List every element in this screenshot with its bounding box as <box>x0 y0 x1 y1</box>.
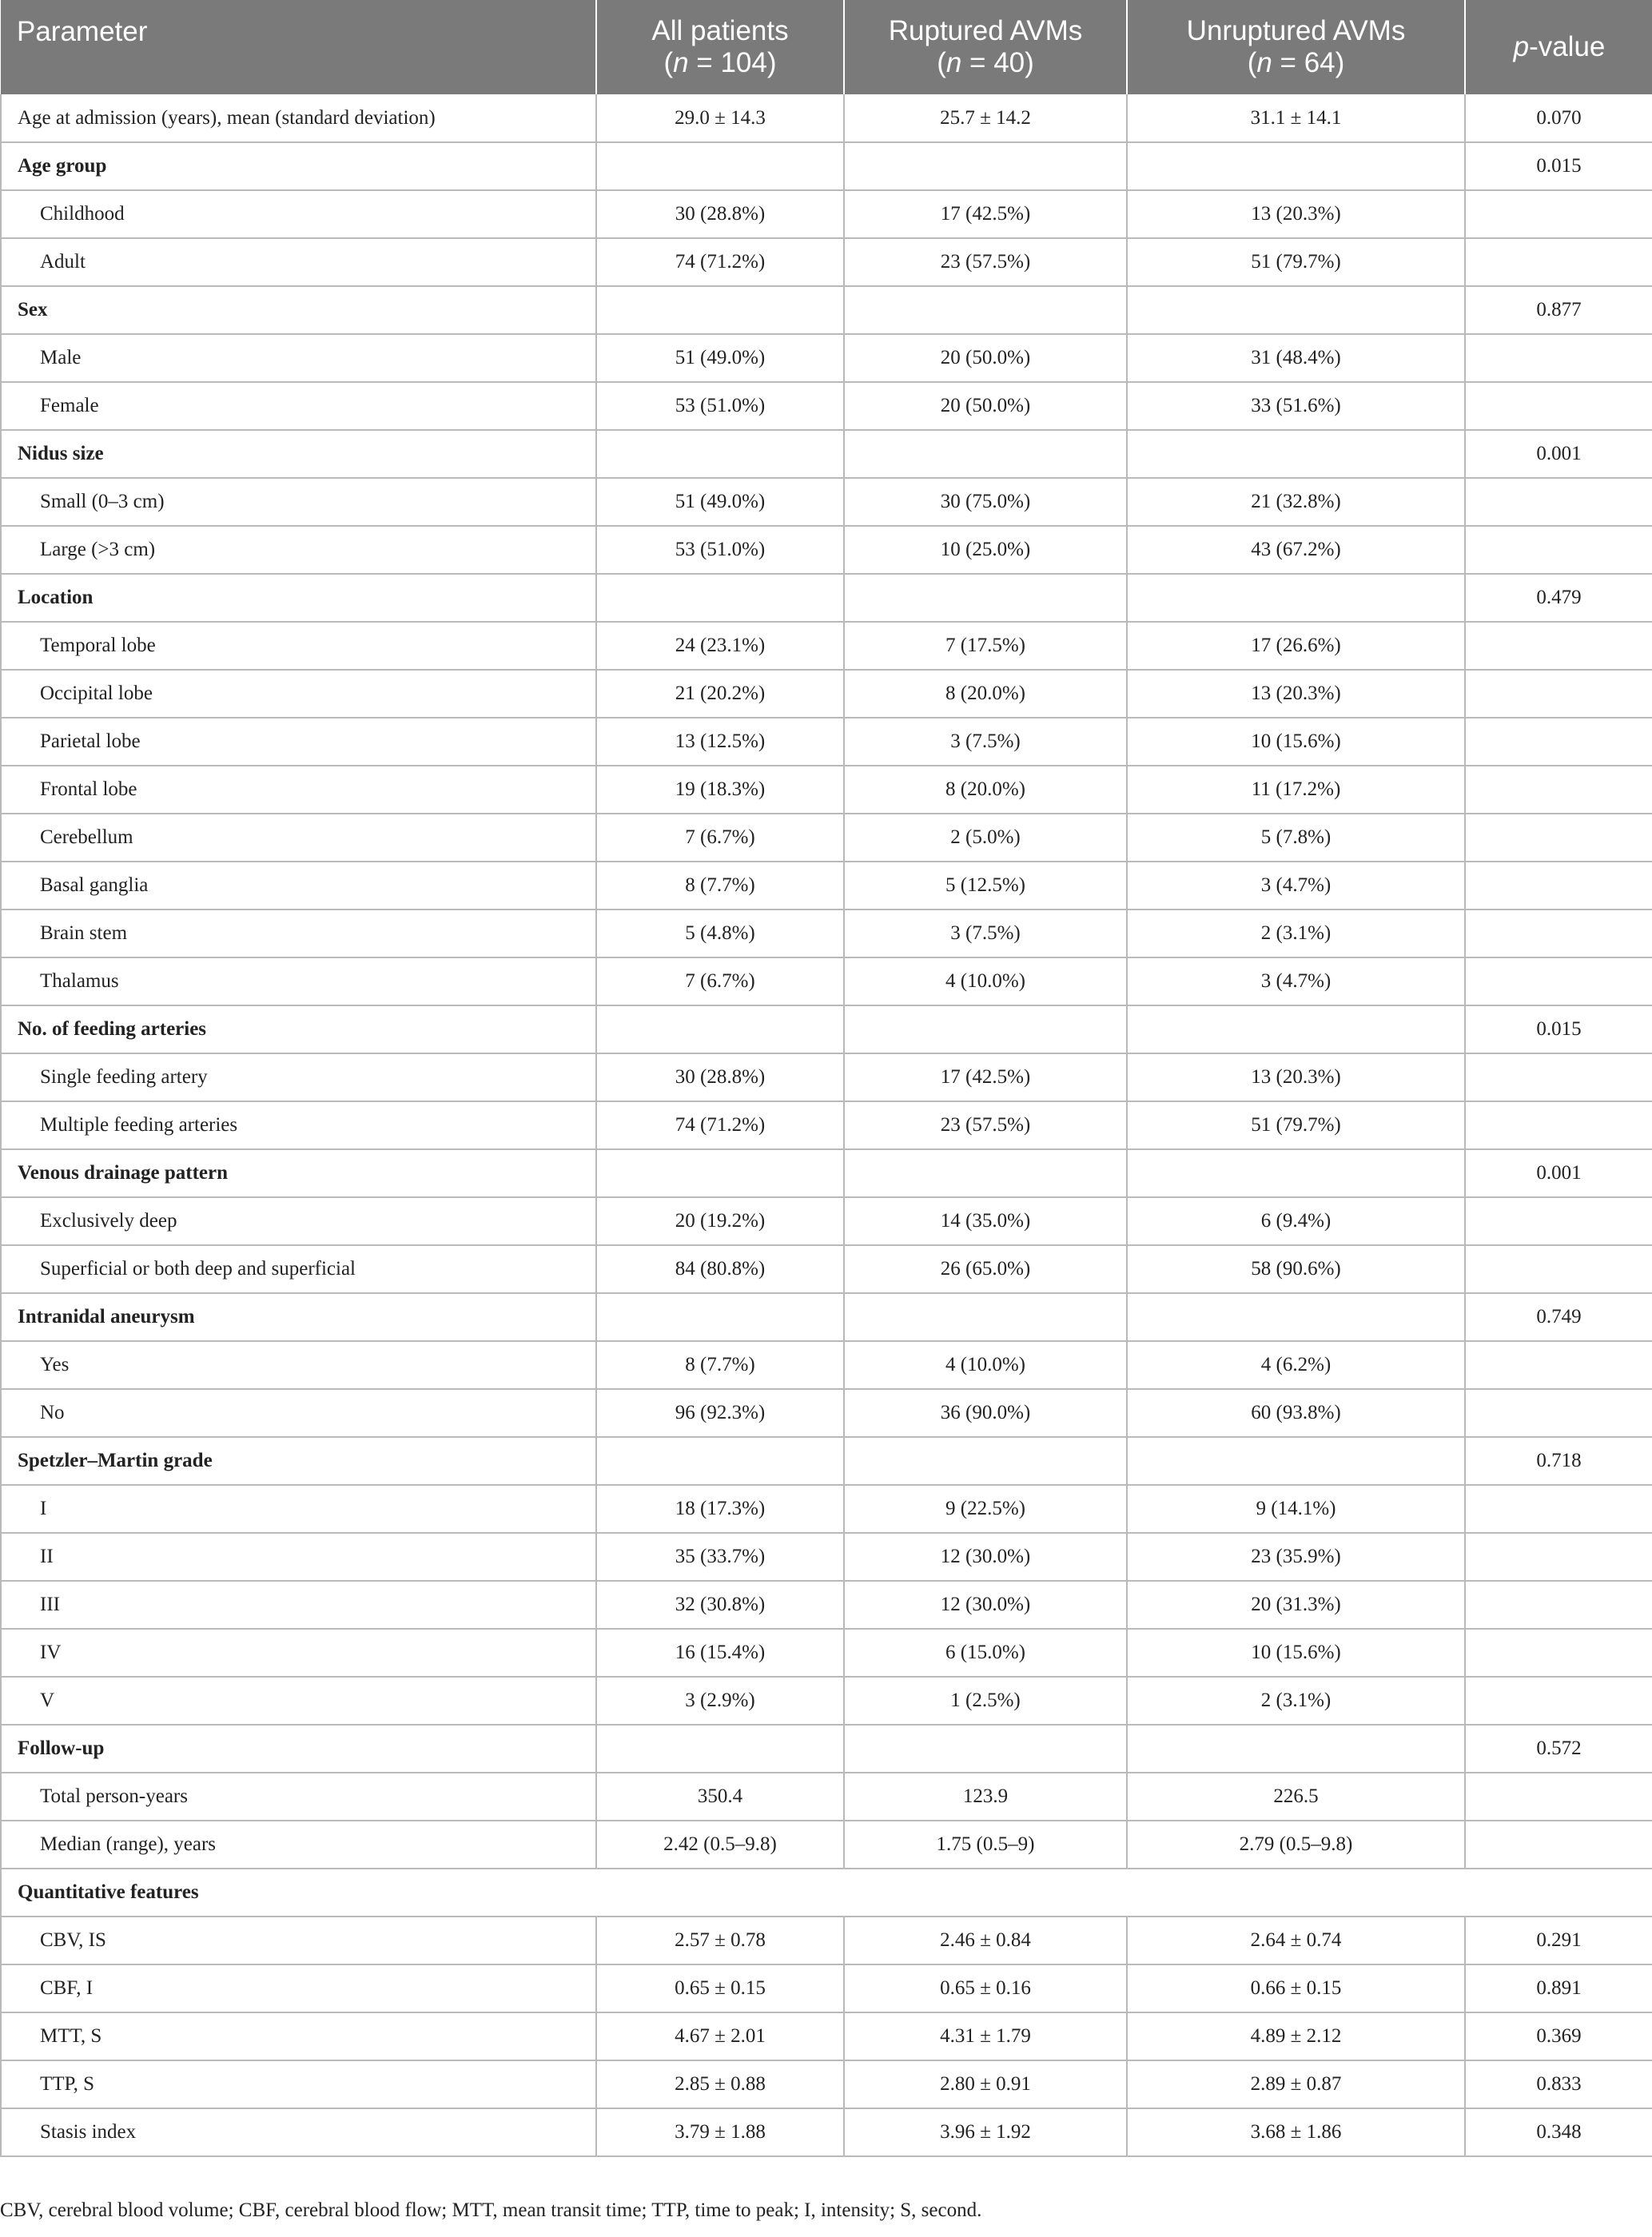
cell-all-patients: 2.57 ± 0.78 <box>596 1917 844 1964</box>
header-parameter-label: Parameter <box>17 16 148 47</box>
cell-all-patients: 51 (49.0%) <box>596 478 844 526</box>
cell-p-value <box>1465 814 1652 862</box>
cell-ruptured: 26 (65.0%) <box>844 1245 1127 1293</box>
cell-all-patients: 74 (71.2%) <box>596 238 844 286</box>
table-row <box>1 1677 1652 1725</box>
row-label: Total person-years <box>1 1773 596 1821</box>
row-label: Male <box>1 334 596 382</box>
cell-p-value <box>1465 1389 1652 1437</box>
cell-unruptured: 226.5 <box>1127 1773 1465 1821</box>
header-unruptured-n <box>1128 47 1464 79</box>
cell-ruptured: 12 (30.0%) <box>844 1533 1127 1581</box>
table-row <box>1 1533 1652 1581</box>
cell-ruptured: 2 (5.0%) <box>844 814 1127 862</box>
table-section-row <box>1 1005 1652 1053</box>
header-unruptured-n-symbol: n <box>1256 47 1272 78</box>
row-label: Temporal lobe <box>1 622 596 670</box>
cell-ruptured: 7 (17.5%) <box>844 622 1127 670</box>
header-all-n-symbol: n <box>673 47 689 78</box>
row-label: CBF, I <box>1 1964 596 2012</box>
row-label: Age at admission (years), mean (standard deviation) <box>1 94 596 142</box>
table-section-row <box>1 1149 1652 1197</box>
cell-unruptured: 3 (4.7%) <box>1127 862 1465 910</box>
cell-unruptured <box>1127 142 1465 190</box>
cell-ruptured <box>844 430 1127 478</box>
cell-p-value: 0.572 <box>1465 1725 1652 1773</box>
row-label: Venous drainage pattern <box>1 1149 596 1197</box>
header-p-value <box>1465 0 1652 94</box>
cell-p-value <box>1465 862 1652 910</box>
cell-ruptured: 20 (50.0%) <box>844 334 1127 382</box>
row-label: Yes <box>1 1341 596 1389</box>
cell-p-value <box>1465 1341 1652 1389</box>
cell-ruptured: 8 (20.0%) <box>844 670 1127 718</box>
cell-all-patients <box>596 1437 844 1485</box>
cell-p-value: 0.070 <box>1465 94 1652 142</box>
row-label: Spetzler–Martin grade <box>1 1437 596 1485</box>
cell-p-value: 0.833 <box>1465 2060 1652 2108</box>
row-label: Location <box>1 574 596 622</box>
cell-unruptured: 11 (17.2%) <box>1127 766 1465 814</box>
cell-unruptured: 13 (20.3%) <box>1127 670 1465 718</box>
row-label: I <box>1 1485 596 1533</box>
cell-ruptured: 12 (30.0%) <box>844 1581 1127 1629</box>
cell-all-patients: 2.85 ± 0.88 <box>596 2060 844 2108</box>
table-row <box>1 190 1652 238</box>
cell-p-value <box>1465 622 1652 670</box>
cell-all-patients: 3.79 ± 1.88 <box>596 2108 844 2156</box>
header-ruptured-n <box>845 47 1126 79</box>
cell-unruptured: 4.89 ± 2.12 <box>1127 2012 1465 2060</box>
cell-ruptured: 5 (12.5%) <box>844 862 1127 910</box>
cell-p-value <box>1465 718 1652 766</box>
cell-unruptured: 31.1 ± 14.1 <box>1127 94 1465 142</box>
cell-p-value: 0.891 <box>1465 1964 1652 2012</box>
cell-all-patients: 20 (19.2%) <box>596 1197 844 1245</box>
row-label: Nidus size <box>1 430 596 478</box>
cell-ruptured: 10 (25.0%) <box>844 526 1127 574</box>
header-ruptured-n-suffix: = 40) <box>961 47 1034 78</box>
table-row <box>1 526 1652 574</box>
cell-all-patients: 53 (51.0%) <box>596 382 844 430</box>
cell-p-value <box>1465 334 1652 382</box>
table-section-row <box>1 430 1652 478</box>
cell-all-patients <box>596 574 844 622</box>
row-label: Large (>3 cm) <box>1 526 596 574</box>
table-row <box>1 1101 1652 1149</box>
cell-p-value <box>1465 1197 1652 1245</box>
header-ruptured <box>844 0 1127 94</box>
cell-p-value <box>1465 1053 1652 1101</box>
header-unruptured-n-suffix: = 64) <box>1272 47 1345 78</box>
cell-unruptured <box>1127 1437 1465 1485</box>
cell-unruptured: 3.68 ± 1.86 <box>1127 2108 1465 2156</box>
row-label: Childhood <box>1 190 596 238</box>
cell-unruptured <box>1127 1005 1465 1053</box>
row-label: Parietal lobe <box>1 718 596 766</box>
cell-all-patients: 84 (80.8%) <box>596 1245 844 1293</box>
cell-p-value: 0.001 <box>1465 1149 1652 1197</box>
row-label: TTP, S <box>1 2060 596 2108</box>
cell-unruptured: 2.79 (0.5–9.8) <box>1127 1821 1465 1869</box>
cell-p-value <box>1465 1485 1652 1533</box>
cell-unruptured: 9 (14.1%) <box>1127 1485 1465 1533</box>
row-label: Frontal lobe <box>1 766 596 814</box>
cell-ruptured <box>844 1005 1127 1053</box>
cell-ruptured <box>844 142 1127 190</box>
cell-p-value <box>1465 1245 1652 1293</box>
cell-ruptured: 4 (10.0%) <box>844 1341 1127 1389</box>
cell-all-patients: 24 (23.1%) <box>596 622 844 670</box>
cell-all-patients: 21 (20.2%) <box>596 670 844 718</box>
table-row <box>1 814 1652 862</box>
cell-p-value: 0.749 <box>1465 1293 1652 1341</box>
cell-unruptured: 31 (48.4%) <box>1127 334 1465 382</box>
row-label: Female <box>1 382 596 430</box>
cell-ruptured: 25.7 ± 14.2 <box>844 94 1127 142</box>
cell-all-patients: 13 (12.5%) <box>596 718 844 766</box>
table-section-row <box>1 1725 1652 1773</box>
cell-ruptured: 20 (50.0%) <box>844 382 1127 430</box>
cell-ruptured: 3 (7.5%) <box>844 718 1127 766</box>
table-header <box>1 0 1652 94</box>
table-row <box>1 1245 1652 1293</box>
table-section-row <box>1 1437 1652 1485</box>
cell-unruptured: 17 (26.6%) <box>1127 622 1465 670</box>
table-row <box>1 2012 1652 2060</box>
row-label: Exclusively deep <box>1 1197 596 1245</box>
cell-all-patients: 51 (49.0%) <box>596 334 844 382</box>
cell-all-patients: 350.4 <box>596 1773 844 1821</box>
cell-ruptured: 1.75 (0.5–9) <box>844 1821 1127 1869</box>
cell-ruptured: 8 (20.0%) <box>844 766 1127 814</box>
row-label: Occipital lobe <box>1 670 596 718</box>
cell-unruptured: 2 (3.1%) <box>1127 910 1465 957</box>
header-all-n <box>597 47 843 79</box>
cell-all-patients: 53 (51.0%) <box>596 526 844 574</box>
cell-p-value <box>1465 766 1652 814</box>
table-row <box>1 478 1652 526</box>
cell-ruptured: 123.9 <box>844 1773 1127 1821</box>
row-label: Thalamus <box>1 957 596 1005</box>
cell-p-value <box>1465 478 1652 526</box>
row-label: II <box>1 1533 596 1581</box>
header-ruptured-n-prefix: ( <box>937 47 946 78</box>
cell-p-value: 0.877 <box>1465 286 1652 334</box>
cell-all-patients: 0.65 ± 0.15 <box>596 1964 844 2012</box>
cell-ruptured: 4 (10.0%) <box>844 957 1127 1005</box>
cell-p-value <box>1465 957 1652 1005</box>
cell-ruptured: 2.80 ± 0.91 <box>844 2060 1127 2108</box>
row-label: No <box>1 1389 596 1437</box>
row-label: Quantitative features <box>1 1869 1652 1917</box>
cell-p-value <box>1465 1101 1652 1149</box>
cell-unruptured: 0.66 ± 0.15 <box>1127 1964 1465 2012</box>
cell-ruptured: 3.96 ± 1.92 <box>844 2108 1127 2156</box>
cell-ruptured: 0.65 ± 0.16 <box>844 1964 1127 2012</box>
row-label: Basal ganglia <box>1 862 596 910</box>
row-label: V <box>1 1677 596 1725</box>
cell-unruptured: 2 (3.1%) <box>1127 1677 1465 1725</box>
table-row <box>1 1053 1652 1101</box>
table-row <box>1 670 1652 718</box>
cell-ruptured: 30 (75.0%) <box>844 478 1127 526</box>
cell-all-patients: 4.67 ± 2.01 <box>596 2012 844 2060</box>
cell-unruptured: 23 (35.9%) <box>1127 1533 1465 1581</box>
row-label: Brain stem <box>1 910 596 957</box>
table-body <box>1 94 1652 2156</box>
cell-unruptured: 2.64 ± 0.74 <box>1127 1917 1465 1964</box>
cell-p-value: 0.015 <box>1465 142 1652 190</box>
cell-all-patients <box>596 430 844 478</box>
table-row <box>1 382 1652 430</box>
table-row <box>1 1197 1652 1245</box>
cell-p-value: 0.369 <box>1465 2012 1652 2060</box>
header-ruptured-label: Ruptured AVMs <box>888 15 1083 46</box>
cell-all-patients: 30 (28.8%) <box>596 190 844 238</box>
table-section-row <box>1 1869 1652 1917</box>
cell-unruptured: 51 (79.7%) <box>1127 1101 1465 1149</box>
table-row <box>1 334 1652 382</box>
row-label: CBV, IS <box>1 1917 596 1964</box>
cell-all-patients: 96 (92.3%) <box>596 1389 844 1437</box>
cell-all-patients: 2.42 (0.5–9.8) <box>596 1821 844 1869</box>
header-unruptured-label: Unruptured AVMs <box>1186 15 1406 46</box>
cell-ruptured: 17 (42.5%) <box>844 1053 1127 1101</box>
header-all-patients <box>596 0 844 94</box>
table-row <box>1 862 1652 910</box>
cell-p-value <box>1465 1773 1652 1821</box>
row-label: Cerebellum <box>1 814 596 862</box>
cell-all-patients: 7 (6.7%) <box>596 957 844 1005</box>
table-section-row <box>1 142 1652 190</box>
cell-unruptured: 2.89 ± 0.87 <box>1127 2060 1465 2108</box>
header-p-symbol: p <box>1513 31 1530 62</box>
cell-ruptured <box>844 1437 1127 1485</box>
row-label: Multiple feeding arteries <box>1 1101 596 1149</box>
header-all-label: All patients <box>651 15 789 46</box>
cell-unruptured <box>1127 1149 1465 1197</box>
cell-unruptured: 33 (51.6%) <box>1127 382 1465 430</box>
cell-ruptured <box>844 1725 1127 1773</box>
table-row <box>1 910 1652 957</box>
header-ruptured-n-symbol: n <box>945 47 962 78</box>
table-row <box>1 1485 1652 1533</box>
row-label: III <box>1 1581 596 1629</box>
cell-p-value <box>1465 1677 1652 1725</box>
cell-ruptured: 14 (35.0%) <box>844 1197 1127 1245</box>
cell-unruptured: 10 (15.6%) <box>1127 1629 1465 1677</box>
row-label: Sex <box>1 286 596 334</box>
header-all-n-prefix: ( <box>663 47 674 78</box>
row-label: MTT, S <box>1 2012 596 2060</box>
cell-all-patients <box>596 142 844 190</box>
cell-unruptured: 13 (20.3%) <box>1127 190 1465 238</box>
row-label: Stasis index <box>1 2108 596 2156</box>
cell-unruptured <box>1127 1293 1465 1341</box>
cell-all-patients <box>596 1725 844 1773</box>
cell-all-patients <box>596 286 844 334</box>
cell-ruptured: 23 (57.5%) <box>844 1101 1127 1149</box>
header-all-n-suffix: = 104) <box>688 47 777 78</box>
cell-ruptured: 9 (22.5%) <box>844 1485 1127 1533</box>
cell-p-value: 0.479 <box>1465 574 1652 622</box>
cell-p-value <box>1465 238 1652 286</box>
cell-unruptured <box>1127 574 1465 622</box>
cell-p-value <box>1465 1581 1652 1629</box>
cell-p-value <box>1465 1533 1652 1581</box>
cell-ruptured <box>844 574 1127 622</box>
table-row <box>1 2060 1652 2108</box>
cell-unruptured: 21 (32.8%) <box>1127 478 1465 526</box>
cell-ruptured <box>844 1149 1127 1197</box>
cell-all-patients <box>596 1293 844 1341</box>
cell-p-value <box>1465 670 1652 718</box>
cell-unruptured: 10 (15.6%) <box>1127 718 1465 766</box>
row-label: Median (range), years <box>1 1821 596 1869</box>
cell-unruptured: 51 (79.7%) <box>1127 238 1465 286</box>
cell-ruptured: 17 (42.5%) <box>844 190 1127 238</box>
row-label: Small (0–3 cm) <box>1 478 596 526</box>
cell-p-value: 0.001 <box>1465 430 1652 478</box>
cell-p-value <box>1465 526 1652 574</box>
table-row <box>1 1821 1652 1869</box>
cell-unruptured: 6 (9.4%) <box>1127 1197 1465 1245</box>
cell-unruptured: 43 (67.2%) <box>1127 526 1465 574</box>
cell-unruptured: 3 (4.7%) <box>1127 957 1465 1005</box>
cell-all-patients: 74 (71.2%) <box>596 1101 844 1149</box>
cell-unruptured <box>1127 1725 1465 1773</box>
cell-all-patients: 19 (18.3%) <box>596 766 844 814</box>
cell-ruptured <box>844 286 1127 334</box>
table-row <box>1 1389 1652 1437</box>
cell-all-patients: 32 (30.8%) <box>596 1581 844 1629</box>
cell-ruptured: 2.46 ± 0.84 <box>844 1917 1127 1964</box>
cell-unruptured <box>1127 430 1465 478</box>
cell-ruptured: 1 (2.5%) <box>844 1677 1127 1725</box>
cell-ruptured: 3 (7.5%) <box>844 910 1127 957</box>
row-label: Follow-up <box>1 1725 596 1773</box>
header-p-rest: -value <box>1529 31 1606 62</box>
table-row <box>1 766 1652 814</box>
cell-all-patients: 29.0 ± 14.3 <box>596 94 844 142</box>
table-row <box>1 238 1652 286</box>
cell-p-value: 0.348 <box>1465 2108 1652 2156</box>
row-label: Adult <box>1 238 596 286</box>
header-unruptured-n-prefix: ( <box>1247 47 1257 78</box>
cell-all-patients: 30 (28.8%) <box>596 1053 844 1101</box>
row-label: Intranidal aneurysm <box>1 1293 596 1341</box>
cell-p-value: 0.718 <box>1465 1437 1652 1485</box>
header-unruptured <box>1127 0 1465 94</box>
cell-unruptured: 5 (7.8%) <box>1127 814 1465 862</box>
table-row <box>1 94 1652 142</box>
table-section-row <box>1 1293 1652 1341</box>
cell-p-value: 0.291 <box>1465 1917 1652 1964</box>
row-label: No. of feeding arteries <box>1 1005 596 1053</box>
cell-all-patients: 16 (15.4%) <box>596 1629 844 1677</box>
cell-ruptured: 23 (57.5%) <box>844 238 1127 286</box>
cell-unruptured <box>1127 286 1465 334</box>
cell-ruptured: 6 (15.0%) <box>844 1629 1127 1677</box>
table-row <box>1 957 1652 1005</box>
table-row <box>1 1917 1652 1964</box>
row-label: Superficial or both deep and superficial <box>1 1245 596 1293</box>
cell-unruptured: 58 (90.6%) <box>1127 1245 1465 1293</box>
cell-p-value <box>1465 1821 1652 1869</box>
cell-unruptured: 4 (6.2%) <box>1127 1341 1465 1389</box>
header-row <box>1 0 1652 94</box>
row-label: Single feeding artery <box>1 1053 596 1101</box>
cell-all-patients <box>596 1149 844 1197</box>
table-row <box>1 1341 1652 1389</box>
cell-p-value <box>1465 382 1652 430</box>
cell-unruptured: 13 (20.3%) <box>1127 1053 1465 1101</box>
cell-all-patients: 7 (6.7%) <box>596 814 844 862</box>
table-row <box>1 1629 1652 1677</box>
table-section-row <box>1 286 1652 334</box>
cell-all-patients: 18 (17.3%) <box>596 1485 844 1533</box>
cell-p-value <box>1465 1629 1652 1677</box>
row-label: IV <box>1 1629 596 1677</box>
header-parameter <box>1 0 596 94</box>
cell-all-patients: 8 (7.7%) <box>596 1341 844 1389</box>
cell-ruptured <box>844 1293 1127 1341</box>
cell-all-patients <box>596 1005 844 1053</box>
table-section-row <box>1 574 1652 622</box>
cell-unruptured: 20 (31.3%) <box>1127 1581 1465 1629</box>
table-row <box>1 622 1652 670</box>
table-row <box>1 1773 1652 1821</box>
row-label: Age group <box>1 142 596 190</box>
cell-unruptured: 60 (93.8%) <box>1127 1389 1465 1437</box>
cell-p-value: 0.015 <box>1465 1005 1652 1053</box>
cell-p-value <box>1465 910 1652 957</box>
cell-ruptured: 4.31 ± 1.79 <box>844 2012 1127 2060</box>
cell-all-patients: 35 (33.7%) <box>596 1533 844 1581</box>
table-footnote: CBV, cerebral blood volume; CBF, cerebral blood flow; MTT, mean transit time; TTP, time to peak; I, intensity; S, second. <box>0 2199 982 2221</box>
cell-all-patients: 5 (4.8%) <box>596 910 844 957</box>
table-row <box>1 2108 1652 2156</box>
cell-p-value <box>1465 190 1652 238</box>
cell-ruptured: 36 (90.0%) <box>844 1389 1127 1437</box>
cell-all-patients: 3 (2.9%) <box>596 1677 844 1725</box>
cell-all-patients: 8 (7.7%) <box>596 862 844 910</box>
table-row <box>1 1581 1652 1629</box>
table-row <box>1 1964 1652 2012</box>
table-row <box>1 718 1652 766</box>
